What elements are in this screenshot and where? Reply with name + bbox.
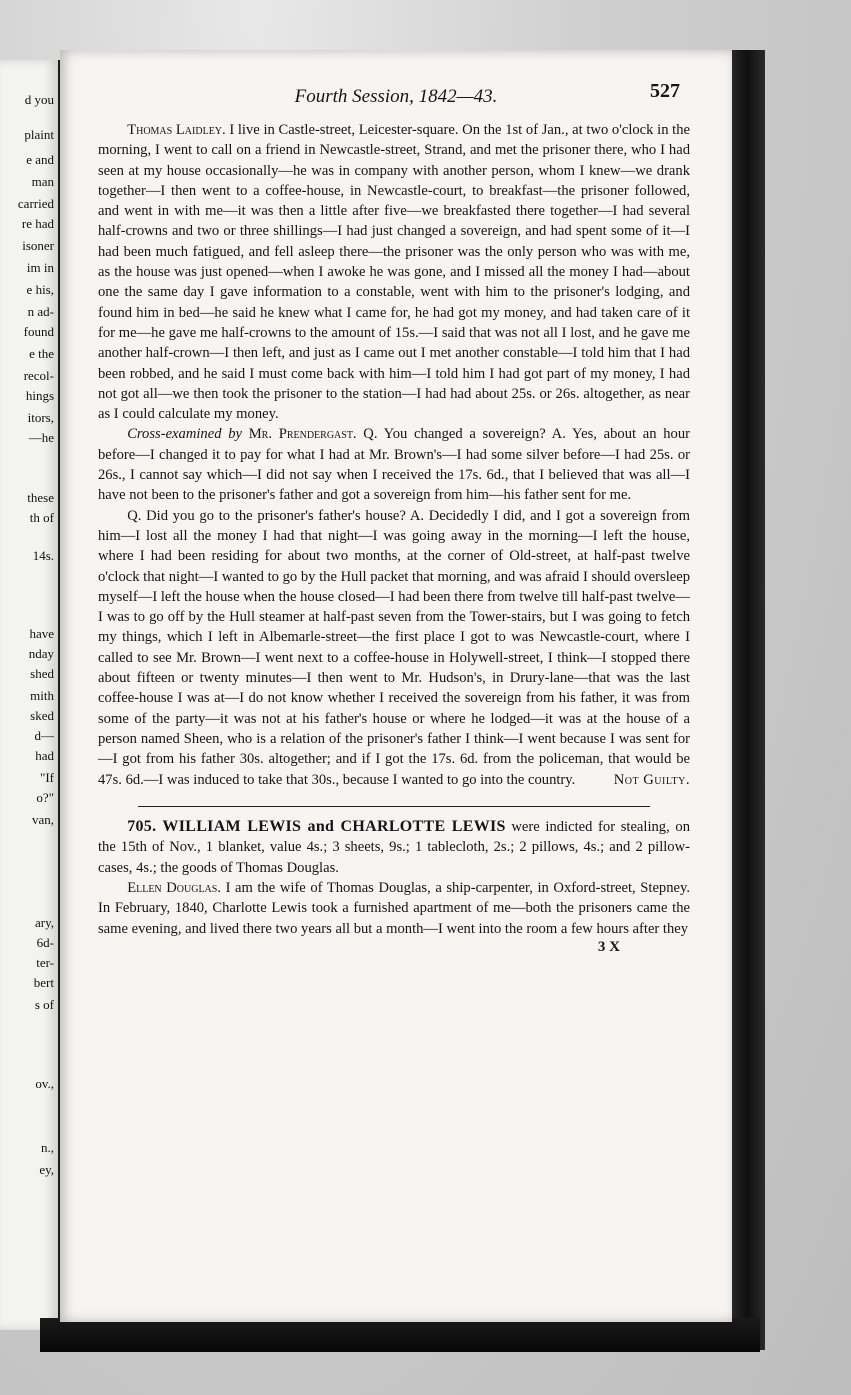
cross-label: Cross-examined by xyxy=(127,426,242,443)
left-page-fragment: nday xyxy=(28,646,54,661)
facing-left-page xyxy=(0,60,61,1330)
left-page-fragment: n ad- xyxy=(27,304,54,319)
left-page-fragment: bert xyxy=(33,975,54,990)
left-page-fragment: o?" xyxy=(36,790,54,805)
left-page-fragment: plaint xyxy=(24,127,54,142)
page-body xyxy=(98,120,690,957)
right-page xyxy=(60,50,732,1322)
left-page-fragment: mith xyxy=(30,688,54,703)
left-page-fragment: man xyxy=(31,174,54,189)
left-page-fragment: have xyxy=(29,626,54,641)
question-1: Q. You changed a sovereign? xyxy=(356,426,546,443)
answer-1: A. Yes, about an hour before—I changed it to pay for what I had at Mr. Brown's—I had some silver before—I had 25s. or 26s., I cannot say which—I did not say when I received the 17s. 6d., that I believed that was all—I have not been to the prisoner's father and got a sovereign from him—his father sent for me. xyxy=(98,426,691,504)
signature-mark: 3 X xyxy=(597,938,620,955)
verdict: Not Guilty. xyxy=(613,771,690,788)
left-page-fragment: ary, xyxy=(34,915,54,930)
left-page-fragment: d— xyxy=(34,728,54,743)
left-page-fragment: —he xyxy=(28,430,54,445)
left-page-fragment: ov., xyxy=(35,1076,54,1091)
case-text: were indicted for stealing, on the 15th of Nov., 1 blanket, value 4s.; 3 sheets, 9s.; 1 tablecloth, 2s.; 2 pillows, 4s.; and 2 pillow-cases, 4s.; the goods of Thomas Douglas. xyxy=(98,819,690,876)
left-page-fragment: "If xyxy=(40,770,54,785)
testimony-paragraph xyxy=(98,120,690,424)
left-page-fragment: carried xyxy=(17,196,54,211)
left-page-fragment: re had xyxy=(21,216,54,231)
left-page-fragment: sked xyxy=(30,708,54,723)
book-cover-bottom xyxy=(40,1318,760,1352)
left-page-fragment: th of xyxy=(29,510,54,525)
section-divider xyxy=(138,806,650,807)
question-answer-paragraph xyxy=(98,506,690,790)
question-2: Q. Did you go to the prisoner's father's house? xyxy=(127,507,410,524)
testimony-text: I live in Castle-street, Leicester-square. On the 1st of Jan., at two o'clock in the morning, I went to call on a friend in Newcastle-street, Strand, and met the prisoner there, who I had seen at my house occasionally—he was in company with another person, whom I knew—we drank together—I then went to a coffee-house, in Newcastle-court, to breakfast—the prisoner followed, and went in with me—it was then a little after five—we breakfasted there together—I had several half-crowns and two or three shillings—I had just changed a sovereign, and had spent some of it—I had been much fatigued, and fell asleep there—the prisoner was the only person who was with me, as the house was just opened—when I awoke he was gone, and I missed all the money I had—about one the same day I gave information to a constable, went with him to the prisoner's lodging, and found him in bed—he said he knew what I came for, he had got my money, and had taken care of it for me—he gave me half-crowns to the amount of 15s.—I said that was not all I lost, and he gave me another half-crown—I then left, and just as I came out I met another constable—I told him that I had been robbed, and he said I must come back with him—I told him I had got part of my money, I had not got all—we then took the prisoner to the station—I had had about 25s. or 26s. altogether, as near as I could calculate my money. xyxy=(98,122,690,423)
witness-name: Thomas Laidley. xyxy=(127,122,226,138)
left-page-fragment: itors, xyxy=(27,410,54,425)
left-page-fragment: shed xyxy=(30,666,54,681)
witness-name-2: Ellen Douglas. xyxy=(127,879,221,896)
left-page-fragment: recol- xyxy=(23,368,54,383)
cross-examination-paragraph xyxy=(98,424,690,505)
left-page-fragment: s of xyxy=(34,997,54,1012)
left-page-fragment: e his, xyxy=(26,282,54,297)
counsel-name: Mr. Prendergast. xyxy=(248,426,357,443)
left-page-fragment: found xyxy=(23,324,54,339)
left-page-fragment: hings xyxy=(25,388,54,403)
left-page-fragment: im in xyxy=(26,260,54,275)
left-page-fragment: e the xyxy=(29,346,54,361)
case-705-paragraph xyxy=(98,817,690,878)
left-page-fragment: ey, xyxy=(39,1162,54,1177)
left-page-fragment: van, xyxy=(31,812,54,827)
left-page-fragment: e and xyxy=(26,152,54,167)
case-heading: 705. WILLIAM LEWIS and CHARLOTTE LEWIS xyxy=(127,818,506,836)
answer-2: A. Decidedly I did, and I got a sovereign from him—I lost all the money I had that night—I was going away in the morning—I left the house, where I had been residing for about two months, at the corner of Old-street, at half-past twelve o'clock that night—I wanted to go by the Hull packet that morning, and was afraid I should oversleep myself—I left the house when the house closed—I had been there from twelve till half-past twelve—I was to go off by the Hull steamer at half-past seven from the Tower-stairs, but I was going to fetch my things, which I left in Albemarle-street—the first place I got to was Newcastle-court, where I called to see Mr. Brown—I went next to a coffee-house in Holywell-street, I think—I stopped there about fifteen or twenty minutes—I then went to Mr. Hudson's, in Drury-lane—that was the last coffee-house I was at—I do not know whether I received the sovereign from his father, it was from some of the party—it was not at his father's house or where he lodged—it was at the house of a person named Sheen, who is a relation of the prisoner's father I think—I went because I was sent for—I got from his father 30s. altogether; and if I got the 17s. 6d. from the policeman, that would be 47s. 6d.—I was induced to take that 30s., because I wanted to go into the country. xyxy=(98,507,691,788)
witness-text: I am the wife of Thomas Douglas, a ship-carpenter, in Oxford-street, Stepney. In February, 1840, Charlotte Lewis took a furnished apartment of me—both the prisoners came the same evening, and lived there two years all but a month—I went into the room a few hours after they xyxy=(98,879,690,937)
left-page-fragment: isoner xyxy=(22,238,54,253)
left-page-fragment: d you xyxy=(24,92,54,107)
witness-paragraph xyxy=(98,878,690,939)
running-head: Fourth Session, 1842—43. xyxy=(294,86,498,107)
left-page-fragment: 6d- xyxy=(36,935,54,950)
page-number: 527 xyxy=(650,80,680,102)
left-page-fragment: had xyxy=(35,748,54,763)
left-page-fragment: n., xyxy=(41,1140,54,1155)
left-page-fragment: ter- xyxy=(36,955,54,970)
left-page-fragment: these xyxy=(27,490,54,505)
left-page-fragment: 14s. xyxy=(32,548,54,563)
